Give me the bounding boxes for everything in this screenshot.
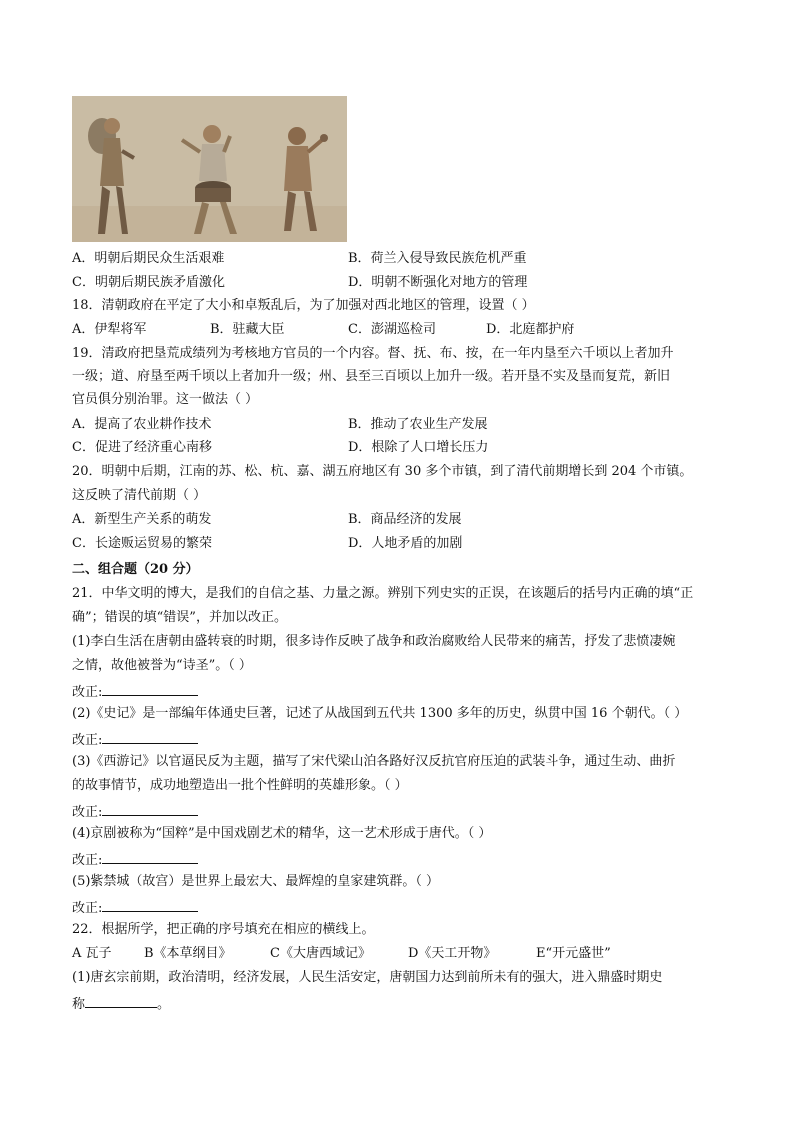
q22-answer-blank-1[interactable] [85, 993, 157, 1008]
q21-item4: (4)京剧被称为“国粹”是中国戏剧艺术的精华，这一艺术形成于唐代。（ ） [72, 826, 492, 841]
q19-option-b: B．推动了农业生产发展 [348, 417, 488, 432]
q20-option-a: A．新型生产关系的萌发 [72, 512, 212, 527]
q19-stem-line1: 19．清政府把垦荒成绩列为考核地方官员的一个内容。督、抚、布、按，在一年内垦至六千顷以上者加升 [72, 346, 674, 361]
correction-label: 改正: [72, 901, 103, 916]
q20-stem-line1: 20．明朝中后期，江南的苏、松、杭、嘉、湖五府地区有 30 多个市镇，到了清代前期增长到 204 个市镇。 [72, 464, 693, 479]
correction-label: 改正: [72, 685, 103, 700]
q22-stem: 22．根据所学，把正确的序号填充在相应的横线上。 [72, 922, 375, 937]
q19-option-c: C．促进了经济重心南移 [72, 440, 212, 455]
q20-option-c: C．长途贩运贸易的繁荣 [72, 536, 212, 551]
q17-option-d: D．明朝不断强化对地方的管理 [348, 275, 528, 290]
q19-option-d: D．根除了人口增长压力 [348, 440, 489, 455]
q19-option-a: A．提高了农业耕作技术 [72, 417, 212, 432]
q18-option-d: D．北庭都护府 [486, 322, 575, 337]
q20-option-b: B．商品经济的发展 [348, 512, 462, 527]
q21-item1-line1: (1)李白生活在唐朝由盛转衰的时期，很多诗作反映了战争和政治腐败给人民带来的痛苦，抒发了悲愤凄婉 [72, 634, 676, 649]
q21-item3-correction [72, 801, 198, 822]
q17-option-a: A．明朝后期民众生活艰难 [72, 251, 225, 266]
section-2-title: 二、组合题（20 分） [72, 562, 199, 577]
correction-blank-1[interactable] [102, 681, 198, 696]
q18-option-c: C．澎湖巡检司 [348, 322, 436, 337]
q21-stem-line2: 确”；错误的填“错误”，并加以改正。 [72, 610, 287, 625]
q18-option-b: B．驻藏大臣 [210, 322, 285, 337]
q18-stem: 18．清朝政府在平定了大小和卓叛乱后，为了加强对西北地区的管理，设置（ ） [72, 298, 535, 313]
q21-item1-line2: 之情，故他被誉为“诗圣”。（ ） [72, 658, 252, 673]
correction-blank-3[interactable] [102, 801, 198, 816]
correction-label: 改正: [72, 805, 103, 820]
q18-option-a: A．伊犁将军 [72, 322, 147, 337]
q20-stem-line2: 这反映了清代前期（ ） [72, 488, 207, 503]
q22-item1-prefix: 称 [72, 997, 86, 1012]
q21-item5: (5)紫禁城（故宫）是世界上最宏大、最辉煌的皇家建筑群。（ ） [72, 874, 440, 889]
q21-stem-line1: 21．中华文明的博大，是我们的自信之基、力量之源。辨别下列史实的正误，在该题后的括号内正确的填“正 [72, 586, 694, 601]
q22-choice-e: E“开元盛世” [536, 946, 611, 961]
q22-item1-line2 [72, 993, 170, 1014]
correction-blank-2[interactable] [102, 729, 198, 744]
q22-choice-c: C《大唐西域记》 [270, 946, 371, 961]
q21-item1-correction [72, 681, 198, 702]
q21-item2: (2)《史记》是一部编年体通史巨著，记述了从战国到五代共 1300 多年的历史，纵贯中国 16 个朝代。（ ） [72, 706, 688, 721]
q21-item4-correction [72, 849, 198, 870]
q22-choice-b: B《本草纲目》 [144, 946, 232, 961]
correction-blank-5[interactable] [102, 897, 198, 912]
q21-item3-line2: 的故事情节，成功地塑造出一批个性鲜明的英雄形象。（ ） [72, 778, 408, 793]
q22-item1-line1: (1)唐玄宗前期，政治清明，经济发展，人民生活安定，唐朝国力达到前所未有的强大，进入鼎盛时期史 [72, 970, 663, 985]
q21-item3-line1: (3)《西游记》以官逼民反为主题，描写了宋代梁山泊各路好汉反抗官府压迫的武装斗争，通过生动、曲折 [72, 754, 676, 769]
q17-option-c: C．明朝后期民族矛盾激化 [72, 275, 225, 290]
correction-blank-4[interactable] [102, 849, 198, 864]
q22-item1-suffix: 。 [157, 997, 171, 1012]
q21-item2-correction [72, 729, 198, 750]
q22-choice-a: A 瓦子 [72, 946, 112, 961]
q20-option-d: D．人地矛盾的加剧 [348, 536, 463, 551]
painting-illustration [72, 96, 347, 242]
q21-item5-correction [72, 897, 198, 918]
correction-label: 改正: [72, 853, 103, 868]
q19-stem-line3: 官员俱分别治罪。这一做法（ ） [72, 392, 259, 407]
q22-choice-d: D《天工开物》 [408, 946, 497, 961]
q19-stem-line2: 一级；道、府垦至两千顷以上者加升一级；州、县至三百顷以上加升一级。若开垦不实及垦而复荒，新旧 [72, 369, 671, 384]
historical-painting-figures [72, 96, 347, 242]
q17-option-b: B．荷兰入侵导致民族危机严重 [348, 251, 527, 266]
correction-label: 改正: [72, 733, 103, 748]
